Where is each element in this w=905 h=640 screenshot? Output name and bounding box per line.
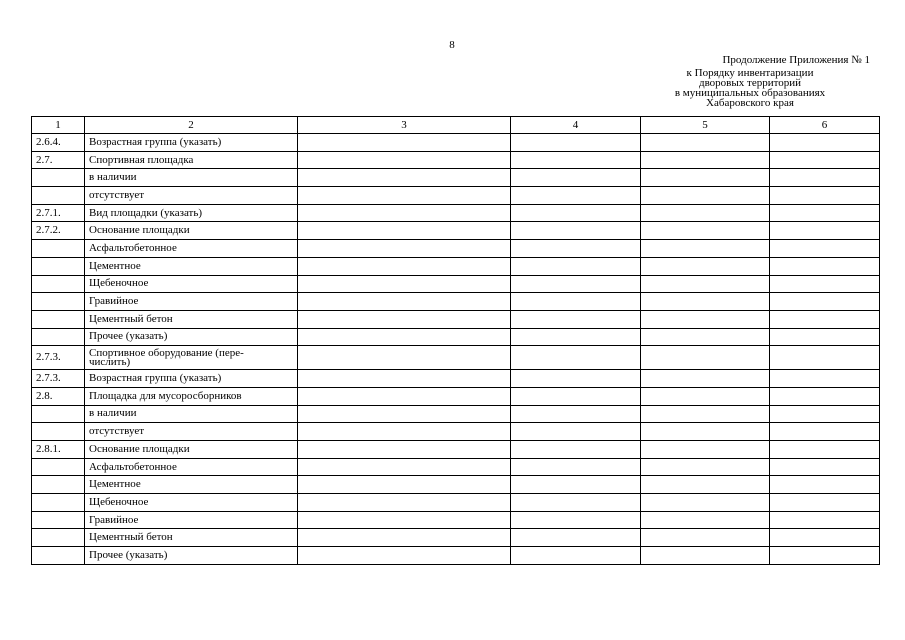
empty-cell-col-5 [641,240,770,258]
row-label: в наличии [85,169,298,187]
table-row [32,204,880,222]
empty-cell-col-5 [641,257,770,275]
column-header: 1 [32,117,85,134]
row-label: отсутствует [85,187,298,205]
empty-cell-col-6 [770,547,880,565]
empty-cell-col-6 [770,240,880,258]
empty-cell-col-3 [298,310,511,328]
row-number: 2.7.1. [32,204,85,222]
row-number [32,240,85,258]
row-number [32,511,85,529]
table-row [32,328,880,346]
row-number [32,169,85,187]
row-label: отсутствует [85,423,298,441]
column-header: 2 [85,117,298,134]
empty-cell-col-3 [298,187,511,205]
empty-cell-col-4 [511,529,641,547]
empty-cell-col-3 [298,222,511,240]
empty-cell-col-5 [641,293,770,311]
table-row [32,494,880,512]
row-number: 2.8.1. [32,441,85,459]
empty-cell-col-6 [770,222,880,240]
empty-cell-col-6 [770,169,880,187]
row-number: 2.7.3. [32,370,85,388]
row-label: Вид площадки (указать) [85,204,298,222]
empty-cell-col-5 [641,529,770,547]
empty-cell-col-4 [511,346,641,370]
row-label: Возрастная группа (указать) [85,370,298,388]
empty-cell-col-4 [511,405,641,423]
row-number [32,458,85,476]
empty-cell-col-6 [770,387,880,405]
table-row [32,346,880,370]
empty-cell-col-5 [641,405,770,423]
column-header: 3 [298,117,511,134]
empty-cell-col-4 [511,151,641,169]
column-header: 4 [511,117,641,134]
row-number [32,405,85,423]
row-number [32,257,85,275]
empty-cell-col-5 [641,511,770,529]
empty-cell-col-3 [298,370,511,388]
empty-cell-col-3 [298,134,511,152]
empty-cell-col-6 [770,511,880,529]
empty-cell-col-6 [770,423,880,441]
empty-cell-col-5 [641,310,770,328]
empty-cell-col-3 [298,458,511,476]
empty-cell-col-6 [770,405,880,423]
empty-cell-col-5 [641,151,770,169]
table-row [32,293,880,311]
empty-cell-col-5 [641,222,770,240]
row-label: Асфальтобетонное [85,458,298,476]
empty-cell-col-4 [511,494,641,512]
empty-cell-col-3 [298,423,511,441]
row-label: Асфальтобетонное [85,240,298,258]
empty-cell-col-4 [511,310,641,328]
row-number [32,293,85,311]
empty-cell-col-4 [511,547,641,565]
row-number [32,476,85,494]
empty-cell-col-4 [511,240,641,258]
table-row [32,169,880,187]
empty-cell-col-6 [770,494,880,512]
table-row [32,187,880,205]
empty-cell-col-4 [511,204,641,222]
empty-cell-col-6 [770,134,880,152]
empty-cell-col-5 [641,547,770,565]
empty-cell-col-6 [770,476,880,494]
empty-cell-col-3 [298,511,511,529]
empty-cell-col-3 [298,387,511,405]
empty-cell-col-5 [641,346,770,370]
row-label: Щебеночное [85,275,298,293]
empty-cell-col-5 [641,458,770,476]
empty-cell-col-6 [770,370,880,388]
row-number: 2.7.3. [32,346,85,370]
empty-cell-col-6 [770,187,880,205]
column-header: 6 [770,117,880,134]
empty-cell-col-3 [298,529,511,547]
row-number: 2.6.4. [32,134,85,152]
empty-cell-col-5 [641,275,770,293]
row-number: 2.8. [32,387,85,405]
row-label: Возрастная группа (указать) [85,134,298,152]
table-row [32,423,880,441]
inventory-table [31,116,880,565]
row-label: Прочее (указать) [85,328,298,346]
empty-cell-col-3 [298,257,511,275]
empty-cell-col-4 [511,169,641,187]
table-row [32,151,880,169]
table-row [32,257,880,275]
row-number [32,187,85,205]
empty-cell-col-4 [511,275,641,293]
empty-cell-col-5 [641,370,770,388]
table-row [32,387,880,405]
empty-cell-col-4 [511,134,641,152]
table-row [32,405,880,423]
table-row [32,529,880,547]
row-label: Спортивное оборудование (пере- числить) [85,346,298,370]
empty-cell-col-4 [511,441,641,459]
empty-cell-col-5 [641,169,770,187]
column-header: 5 [641,117,770,134]
empty-cell-col-3 [298,293,511,311]
empty-cell-col-3 [298,151,511,169]
row-label: Гравийное [85,293,298,311]
empty-cell-col-6 [770,458,880,476]
row-number [32,328,85,346]
empty-cell-col-6 [770,151,880,169]
table-row [32,275,880,293]
empty-cell-col-5 [641,494,770,512]
empty-cell-col-5 [641,441,770,459]
empty-cell-col-3 [298,240,511,258]
empty-cell-col-6 [770,257,880,275]
page-number: 8 [449,39,455,51]
row-label: в наличии [85,405,298,423]
annex-heading [630,54,870,108]
empty-cell-col-4 [511,370,641,388]
table-row [32,240,880,258]
empty-cell-col-6 [770,204,880,222]
row-label: Цементное [85,476,298,494]
empty-cell-col-5 [641,204,770,222]
annex-line: в муниципальных образованиях [674,87,826,99]
empty-cell-col-5 [641,134,770,152]
row-label: Цементный бетон [85,529,298,547]
row-number: 2.7.2. [32,222,85,240]
empty-cell-col-5 [641,328,770,346]
empty-cell-col-3 [298,346,511,370]
table-row [32,441,880,459]
table-row [32,547,880,565]
empty-cell-col-4 [511,257,641,275]
row-number [32,547,85,565]
annex-line: дворовых территорий [698,77,802,89]
empty-cell-col-4 [511,511,641,529]
empty-cell-col-5 [641,187,770,205]
empty-cell-col-3 [298,547,511,565]
table-row [32,511,880,529]
row-label: Основание площадки [85,222,298,240]
row-label: Спортивная площадка [85,151,298,169]
empty-cell-col-4 [511,293,641,311]
empty-cell-col-4 [511,423,641,441]
row-label: Площадка для мусоросборников [85,387,298,405]
annex-line: Хабаровского края [706,97,794,109]
row-number [32,275,85,293]
empty-cell-col-3 [298,476,511,494]
empty-cell-col-5 [641,387,770,405]
empty-cell-col-4 [511,387,641,405]
empty-cell-col-4 [511,458,641,476]
empty-cell-col-4 [511,187,641,205]
row-label: Цементный бетон [85,310,298,328]
row-label: Прочее (указать) [85,547,298,565]
table-header-row [32,117,880,134]
row-number [32,529,85,547]
table-row [32,134,880,152]
row-number [32,423,85,441]
row-label: Цементное [85,257,298,275]
empty-cell-col-3 [298,494,511,512]
empty-cell-col-6 [770,529,880,547]
empty-cell-col-3 [298,169,511,187]
annex-line: к Порядку инвентаризации [686,67,814,79]
annex-line: Продолжение Приложения № 1 [722,54,870,66]
row-label: Гравийное [85,511,298,529]
empty-cell-col-6 [770,328,880,346]
empty-cell-col-6 [770,441,880,459]
row-label: Щебеночное [85,494,298,512]
empty-cell-col-4 [511,476,641,494]
table-row [32,370,880,388]
empty-cell-col-6 [770,310,880,328]
row-number [32,310,85,328]
empty-cell-col-3 [298,204,511,222]
empty-cell-col-3 [298,328,511,346]
empty-cell-col-4 [511,328,641,346]
row-number: 2.7. [32,151,85,169]
empty-cell-col-3 [298,405,511,423]
empty-cell-col-3 [298,275,511,293]
empty-cell-col-3 [298,441,511,459]
empty-cell-col-6 [770,293,880,311]
empty-cell-col-4 [511,222,641,240]
empty-cell-col-6 [770,346,880,370]
table-row [32,458,880,476]
empty-cell-col-5 [641,476,770,494]
table-row [32,476,880,494]
row-number [32,494,85,512]
empty-cell-col-6 [770,275,880,293]
empty-cell-col-5 [641,423,770,441]
table-row [32,222,880,240]
row-label: Основание площадки [85,441,298,459]
table-row [32,310,880,328]
